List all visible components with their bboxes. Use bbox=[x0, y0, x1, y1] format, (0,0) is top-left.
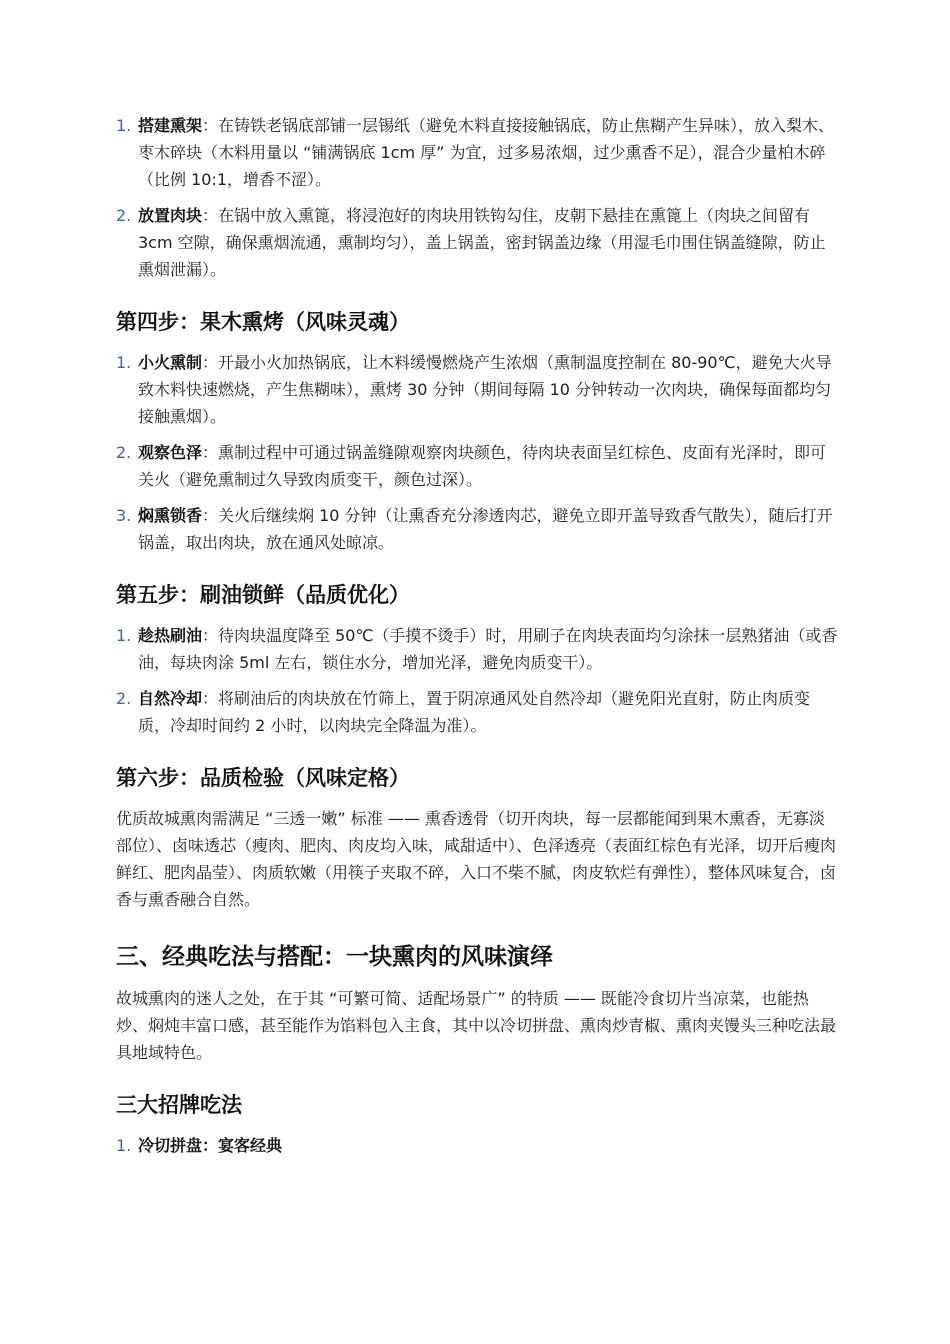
list-number: 2. bbox=[116, 443, 132, 462]
step6-paragraph: 优质故城熏肉需满足 “三透一嫩” 标准 —— 熏香透骨（切开肉块，每一层都能闻到果木熏香，无寡淡部位）、卤味透芯（瘦肉、肥肉、肉皮均入味，咸甜适中）、色泽透亮（表面红棕色有光泽，切开后瘦肉鲜红、肥肉晶莹）、肉质软嫩（用筷子夹取不碎，入口不柴不腻，肉皮软烂有弹性），整体风味复合，卤香与熏香融合自然。 bbox=[116, 809, 837, 909]
list-term: 观察色泽 bbox=[138, 443, 203, 462]
list-term: 冷切拼盘：宴客经典 bbox=[138, 1136, 283, 1155]
section3-paragraph: 故城熏肉的迷人之处，在于其 “可繁可简、适配场景广” 的特质 —— 既能冷食切片当凉菜，也能热炒、焖炖丰富口感，甚至能作为馅料包入主食，其中以冷切拼盘、熏肉炒青椒、熏肉夹馒头三种吃法最具地域特色。 bbox=[116, 989, 837, 1062]
list-number: 2. bbox=[116, 206, 132, 225]
list-item bbox=[116, 502, 838, 556]
list-term: 趁热刷油 bbox=[138, 626, 203, 645]
list-text: ：开最小火加热锅底，让木料缓慢燃烧产生浓烟（熏制温度控制在 80-90℃，避免大火导致木料快速燃烧，产生焦糊味），熏烤 30 分钟（期间每隔 10 分钟转动一次肉块，确保每面都均匀接触熏烟）。 bbox=[138, 353, 832, 426]
list-term: 放置肉块 bbox=[138, 206, 203, 225]
list-text: ：在铸铁老锅底部铺一层锡纸（避免木料直接接触锅底，防止焦糊产生异味），放入梨木、枣木碎块（木料用量以 “铺满锅底 1cm 厚” 为宜，过多易浓烟，过少熏香不足），混合少量柏木碎（比例 10:1，增香不涩）。 bbox=[138, 116, 835, 189]
list-text: ：熏制过程中可通过锅盖缝隙观察肉块颜色，待肉块表面呈红棕色、皮面有光泽时，即可关火（避免熏制过久导致肉质变干，颜色过深）。 bbox=[138, 443, 827, 489]
document-page bbox=[116, 112, 838, 1168]
list-term: 小火熏制 bbox=[138, 353, 203, 372]
list-number: 1. bbox=[116, 353, 132, 372]
list-number: 1. bbox=[116, 116, 132, 135]
list-text: ：关火后继续焖 10 分钟（让熏香充分渗透肉芯，避免立即开盖导致香气散失），随后打开锅盖，取出肉块，放在通风处晾凉。 bbox=[138, 506, 833, 552]
list-number: 1. bbox=[116, 1136, 132, 1155]
list-item bbox=[116, 1132, 838, 1159]
list-item bbox=[116, 349, 838, 430]
step5-heading: 第五步：刷油锁鲜（品质优化） bbox=[116, 583, 410, 607]
step4-heading: 第四步：果木熏烤（风味灵魂） bbox=[116, 310, 410, 334]
list-item bbox=[116, 112, 838, 193]
list-item bbox=[116, 439, 838, 493]
list-number: 1. bbox=[116, 626, 132, 645]
list-term: 焖熏锁香 bbox=[138, 506, 203, 525]
list-term: 搭建熏架 bbox=[138, 116, 203, 135]
signature-heading: 三大招牌吃法 bbox=[116, 1093, 242, 1117]
list-item bbox=[116, 202, 838, 283]
list-text: ：在锅中放入熏篦，将浸泡好的肉块用铁钩勾住，皮朝下悬挂在熏篦上（肉块之间留有 3cm 空隙，确保熏烟流通，熏制均匀），盖上锅盖，密封锅盖边缘（用湿毛巾围住锅盖缝隙，防止熏烟泄漏）。 bbox=[138, 206, 826, 279]
list-text: ：将刷油后的肉块放在竹筛上，置于阴凉通风处自然冷却（避免阳光直射，防止肉质变质，冷却时间约 2 小时，以肉块完全降温为准）。 bbox=[138, 689, 811, 735]
list-text: ：待肉块温度降至 50℃（手摸不烫手）时，用刷子在肉块表面均匀涂抹一层熟猪油（或香油，每块肉涂 5ml 左右，锁住水分，增加光泽，避免肉质变干）。 bbox=[138, 626, 838, 672]
step6-heading: 第六步：品质检验（风味定格） bbox=[116, 766, 410, 790]
step4-list bbox=[116, 349, 838, 556]
step5-list bbox=[116, 622, 838, 739]
list-item bbox=[116, 622, 838, 676]
list-item bbox=[116, 685, 838, 739]
list-number: 3. bbox=[116, 506, 132, 525]
list-term: 自然冷却 bbox=[138, 689, 203, 708]
section3-heading: 三、经典吃法与搭配：一块熏肉的风味演绎 bbox=[116, 944, 553, 970]
smoke-rack-list bbox=[116, 112, 838, 283]
list-number: 2. bbox=[116, 689, 132, 708]
signature-list bbox=[116, 1132, 838, 1159]
